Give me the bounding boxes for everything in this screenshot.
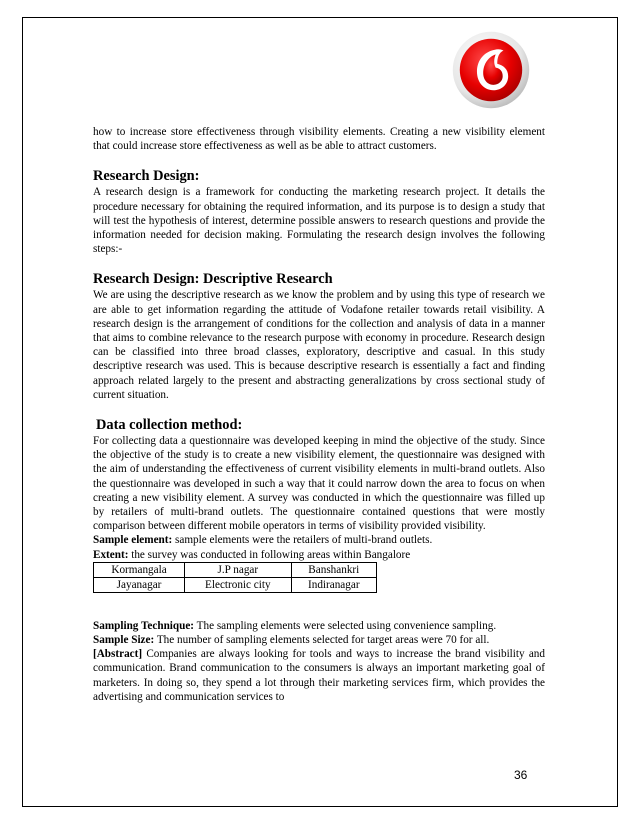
abstract-paragraph <box>93 647 545 704</box>
table-cell: Electronic city <box>185 577 292 592</box>
areas-table <box>93 562 377 593</box>
extent-label: Extent: <box>93 548 129 561</box>
abstract-label: [Abstract] <box>93 648 143 661</box>
data-collection-paragraph: For collecting data a questionnaire was developed keeping in mind the objective of the study. Since the objective of the study is to create a new visibility element, the questionnaire was designed with the aim of understanding the effectiveness of current visibility elements in multi-brand outlets. Also the questionnaire was developed in such a way that it could narrow down the area to focus on when creating a new visibility element. A survey was conducted in which the questionnaire was filled up by retailers of multi-brand outlets. The questionnaire contained questions that were mostly comparison between different mobile operators in terms of visibility provided visibility. <box>93 435 545 533</box>
abstract-text: Companies are always looking for tools and ways to increase the brand visibility and communication. Brand communication to the consumers is always an important marketing goal of marketers. In doing so, they spend a lot through their marketing services firm, which provides the advertising and communication services to <box>93 648 545 703</box>
page-number: 36 <box>514 768 528 782</box>
intro-paragraph: how to increase store effectiveness through visibility elements. Creating a new visibility element that could increase store effectiveness as well as be able to attract customers. <box>93 126 545 153</box>
vodafone-logo <box>452 31 530 109</box>
table-row <box>94 577 377 592</box>
sample-element-label: Sample element: <box>93 534 173 547</box>
sample-size-text: The number of sampling elements selected for target areas were 70 for all. <box>154 634 490 647</box>
sample-element-line <box>93 533 545 547</box>
data-collection-heading: Data collection method: <box>96 417 243 434</box>
table-row <box>94 562 377 577</box>
descriptive-research-heading: Research Design: Descriptive Research <box>93 271 333 288</box>
sample-element-text: sample elements were the retailers of multi-brand outlets. <box>172 534 433 547</box>
document-body <box>93 125 545 704</box>
sample-size-label: Sample Size: <box>93 634 155 647</box>
research-design-paragraph: A research design is a framework for conducting the marketing research project. It details the procedure necessary for obtaining the required information, and its purpose is to design a study that will test the hypothesis of interest, determine possible answers to research questions and provide the information needed for decision making. Formulating the research design involves the following steps:- <box>93 186 545 256</box>
table-cell: J.P nagar <box>185 562 292 577</box>
descriptive-research-paragraph: We are using the descriptive research as we know the problem and by using this type of research we are able to get information regarding the attitude of Vodafone retailer towards retail visibility. A research design is the arrangement of conditions for the collection and analysis of data in a manner that aims to combine relevance to the research purpose with economy in procedure. Research design can be classified into three broad classes, exploratory, descriptive and casual. In this study descriptive research was used. This is because descriptive research is essentially a fact and finding approach related largely to the present and abstracting generalizations by cross sectional study of current situation. <box>93 289 545 401</box>
sampling-technique-label: Sampling Technique: <box>93 619 195 632</box>
table-cell: Indiranagar <box>291 577 376 592</box>
table-cell: Banshankri <box>291 562 376 577</box>
sampling-technique-line <box>93 619 545 633</box>
sample-size-line <box>93 633 545 647</box>
research-design-heading: Research Design: <box>93 168 200 185</box>
table-cell: Kormangala <box>94 562 185 577</box>
extent-line <box>93 548 545 562</box>
table-cell: Jayanagar <box>94 577 185 592</box>
extent-text: the survey was conducted in following areas within Bangalore <box>128 548 411 561</box>
sampling-technique-text: The sampling elements were selected using convenience sampling. <box>194 619 497 632</box>
